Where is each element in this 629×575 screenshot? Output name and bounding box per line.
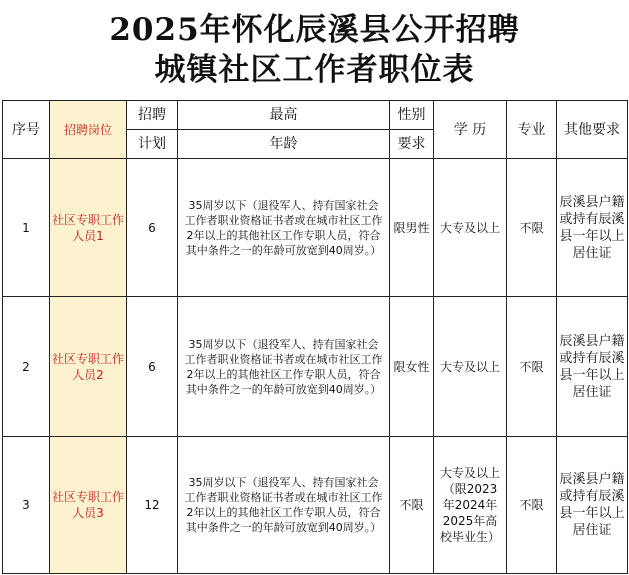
cell-major: 不限 [507,297,557,437]
header-plan-bottom: 计划 [127,130,178,159]
cell-education: 大专及以上 [434,159,507,297]
cell-plan: 12 [127,437,178,574]
cell-age: 35周岁以下（退役军人、持有国家社会工作者职业资格证书者或在城市社区工作2年以上的其他社区工作专职人员，符合其中条件之一的年龄可放宽到40周岁。） [178,159,390,297]
cell-other: 辰溪县户籍或持有辰溪县一年以上居住证 [557,437,628,574]
cell-age: 35周岁以下（退役军人、持有国家社会工作者职业资格证书者或在城市社区工作2年以上的其他社区工作专职人员，符合其中条件之一的年龄可放宽到40周岁。） [178,297,390,437]
cell-position: 社区专职工作人员2 [50,297,127,437]
cell-plan: 6 [127,297,178,437]
cell-seq: 3 [3,437,50,574]
cell-education: 大专及以上（限2023年2024年2025年高校毕业生） [434,437,507,574]
title-line-1: 2025年怀化辰溪县公开招聘 [109,12,520,48]
cell-major: 不限 [507,159,557,297]
header-age-top: 最高 [178,101,390,130]
cell-position: 社区专职工作人员1 [50,159,127,297]
header-other: 其他要求 [557,101,628,159]
cell-gender: 限女性 [390,297,434,437]
document-title [0,0,629,100]
cell-major: 不限 [507,437,557,574]
cell-age: 35周岁以下（退役军人、持有国家社会工作者职业资格证书者或在城市社区工作2年以上的其他社区工作专职人员，符合其中条件之一的年龄可放宽到40周岁。） [178,437,390,574]
header-position: 招聘岗位 [50,101,127,159]
cell-other: 辰溪县户籍或持有辰溪县一年以上居住证 [557,159,628,297]
position-table [2,100,628,574]
cell-gender: 不限 [390,437,434,574]
cell-gender: 限男性 [390,159,434,297]
header-plan-top: 招聘 [127,101,178,130]
cell-plan: 6 [127,159,178,297]
table-row [3,159,628,297]
header-major: 专业 [507,101,557,159]
table-row [3,437,628,574]
cell-position: 社区专职工作人员3 [50,437,127,574]
title-line-2: 城镇社区工作者职位表 [154,52,475,88]
header-seq: 序号 [3,101,50,159]
header-education: 学 历 [434,101,507,159]
cell-education: 大专及以上 [434,297,507,437]
header-gender-bottom: 要求 [390,130,434,159]
cell-seq: 1 [3,159,50,297]
cell-other: 辰溪县户籍或持有辰溪县一年以上居住证 [557,297,628,437]
header-gender-top: 性别 [390,101,434,130]
cell-seq: 2 [3,297,50,437]
table-row [3,297,628,437]
header-age-bottom: 年龄 [178,130,390,159]
